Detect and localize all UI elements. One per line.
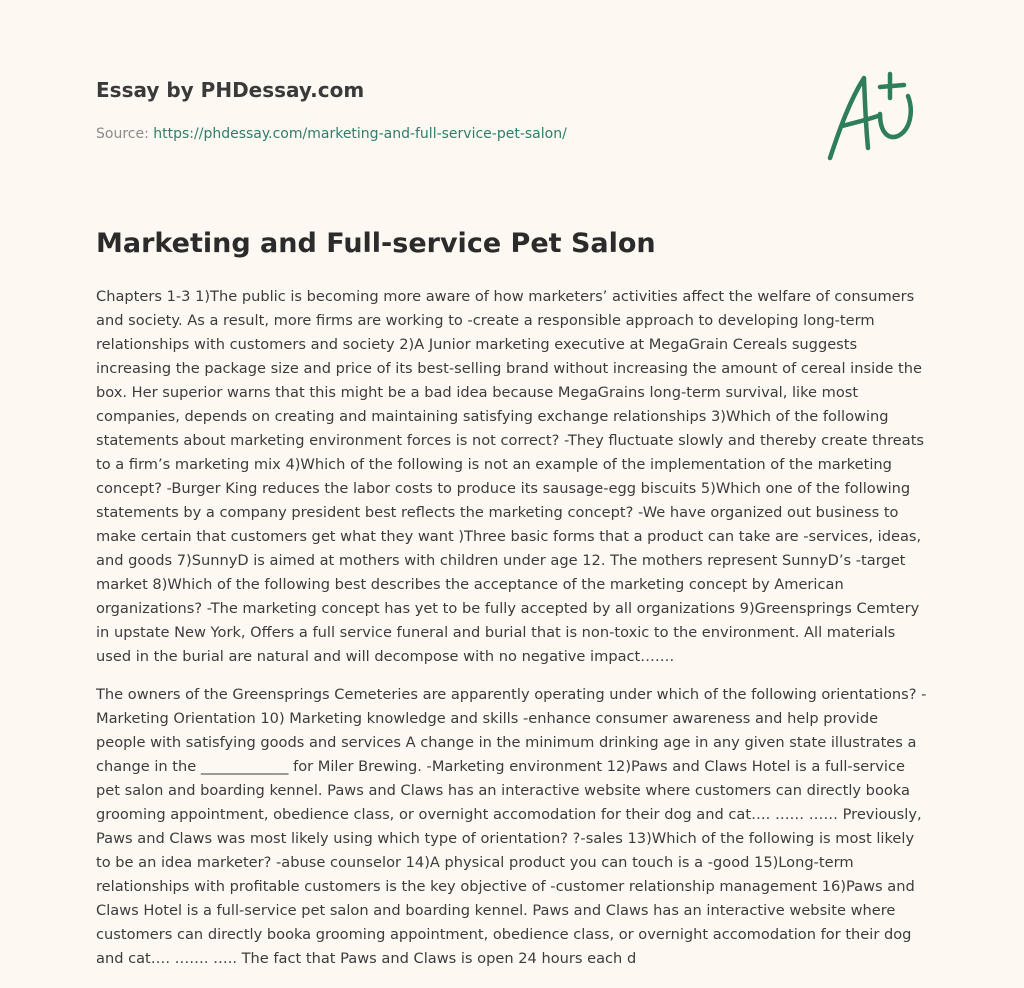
site-brand: Essay by PHDessay.com — [96, 78, 365, 102]
source-line — [96, 124, 796, 144]
source-link[interactable]: https://phdessay.com/marketing-and-full-service-pet-salon/ — [153, 126, 567, 142]
page-header — [96, 76, 796, 144]
essay-paragraph: Chapters 1-3 1)The public is becoming more aware of how marketers’ activities affect the welfare of consumers and society. As a result, more firms are working to -create a responsible approach to developing long-term relationships with customers and society 2)A Junior marketing executive at MegaGrain Cereals suggests increasing the package size and price of its best-selling brand without increasing the amount of cereal inside the box. Her superior warns that this might be a bad idea because MegaGrains long-term survival, like most companies, depends on creating and maintaining satisfying exchange relationships 3)Which of the following statements about marketing environment forces is not correct? -They fluctuate slowly and thereby create threats to a firm’s marketing mix 4)Which of the following is not an example of the implementation of the marketing concept? -Burger King reduces the labor costs to produce its sausage-egg biscuits 5)Which one of the following statements by a company president best reflects the marketing concept? -We have organized out business to make certain that customers get what they want )Three basic forms that a product can take are -services, ideas, and goods 7)SunnyD is aimed at mothers with children under age 12. The mothers represent SunnyD’s -target market 8)Which of the following best describes the acceptance of the marketing concept by American organizations? -The marketing concept has yet to be fully accepted by all organizations 9)Greensprings Cemtery in upstate New York, Offers a full service funeral and burial that is non-toxic to the environment. All materials used in the burial are natural and will decompose with no negative impact……. — [96, 288, 925, 665]
a-plus-grade-icon — [820, 66, 928, 166]
source-label: Source: — [96, 126, 154, 142]
essay-paragraph: The owners of the Greensprings Cemeteries are apparently operating under which of the following orientations? -Marketing Orientation 10) Marketing knowledge and skills -enhance consumer awareness and help provide people with satisfying goods and services A change in the minimum drinking age in any given state illustrates a change in the ____________ for Miler Brewing. -Marketing environment 12)Paws and Claws Hotel is a full-service pet salon and boarding kennel. Paws and Claws has an interactive website where customers can directly booka grooming appointment, obedience class, or overnight accomodation for their dog and cat…. …… …… Previously, Paws and Claws was most likely using which type of orientation? ?-sales 13)Which of the following is most likely to be an idea marketer? -abuse counselor 14)A physical product you can touch is a -good 15)Long-term relationships with profitable customers is the key objective of -customer relationship management 16)Paws and Claws Hotel is a full-service pet salon and boarding kennel. Paws and Claws has an interactive website where customers can directly booka grooming appointment, obedience class, or overnight accomodation for their dog and cat…. ……. ….. The fact that Paws and Claws is open 24 hours each d — [96, 686, 927, 967]
page-title: Marketing and Full-service Pet Salon — [96, 228, 656, 259]
essay-body — [96, 285, 930, 985]
